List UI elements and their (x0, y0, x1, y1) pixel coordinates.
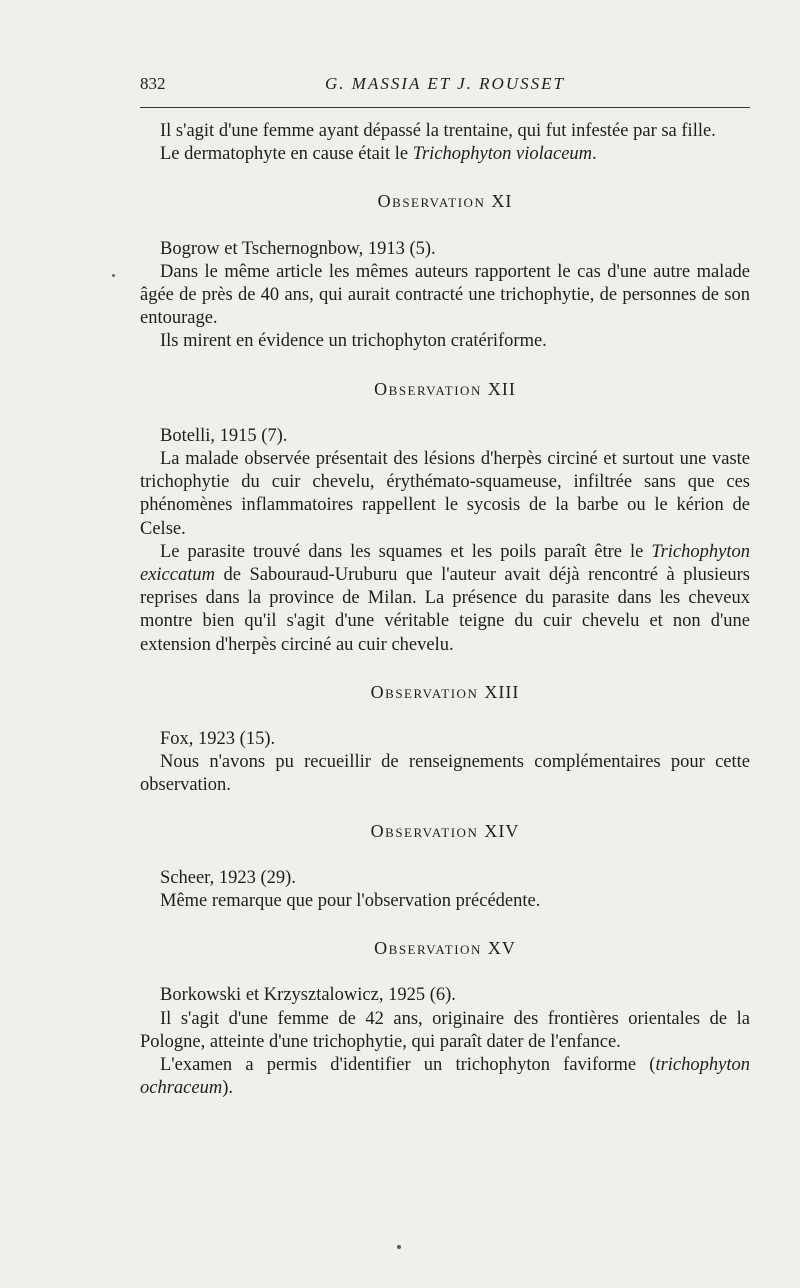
page-number: 832 (140, 74, 166, 93)
header-rule (140, 107, 750, 108)
species-name: trichophyton ochraceum (140, 1055, 750, 1099)
heading-label: Observation (370, 681, 479, 702)
citation: Fox, 1923 (15). (160, 729, 276, 750)
paragraph (140, 143, 750, 166)
text-run: Le parasite trouvé dans les squames et les poils paraît être le (160, 541, 652, 562)
paragraph (140, 541, 750, 657)
text-run: de Sabouraud-Uruburu que l'auteur avait déjà rencontré à plusieurs reprises dans la province de Milan. La présence du parasite dans les cheveux montre bien qu'il s'agit d'une véritable teigne du cuir chevelu et non d'une extension d'herpès circiné au cuir chevelu. (140, 565, 750, 655)
section-heading-xv (140, 937, 750, 960)
section-heading-xiii (140, 681, 750, 704)
species-name: Trichophyton violaceum (412, 144, 593, 165)
heading-label: Observation (370, 820, 479, 841)
section-heading-xii (140, 378, 750, 401)
section-heading-xiv (140, 820, 750, 843)
page-header (140, 74, 750, 98)
heading-number: XV (487, 938, 516, 959)
heading-number: XIII (484, 681, 520, 702)
text-run: Le dermatophyte en cause était le (160, 144, 413, 165)
citation: Scheer, 1923 (29). (160, 867, 296, 888)
paragraph (140, 1054, 750, 1100)
paragraph: Même remarque que pour l'observation précédente. (160, 891, 541, 912)
heading-number: XI (491, 191, 513, 212)
citation: Botelli, 1915 (7). (160, 425, 288, 446)
page-body (140, 120, 750, 1101)
species-name: Trichophyton exiccatum (140, 541, 750, 586)
citation: Borkowski et Krzysztalowicz, 1925 (6). (160, 985, 456, 1006)
text-run: L'examen a permis d'identifier un trichophyton faviforme ( (160, 1055, 656, 1076)
paragraph: Dans le même article les mêmes auteurs rapportent le cas d'une autre malade âgée de près de 40 ans, qui aurait contracté une trichophytie, de personnes de son entourage. (140, 261, 750, 329)
paragraph: La malade observée présentait des lésions d'herpès circiné et surtout une vaste trichophytie du cuir chevelu, érythémato-squameuse, infiltrée sans que ces phénomènes inflammatoires rappellent le sycosis de la barbe ou le kérion de Celse. (140, 449, 750, 539)
paragraph: Il s'agit d'une femme de 42 ans, originaire des frontières orientales de la Pologne, atteinte d'une trichophytie, qui paraît dater de l'enfance. (140, 1008, 750, 1052)
paragraph: Ils mirent en évidence un trichophyton cratériforme. (160, 331, 547, 352)
section-heading-xi (140, 190, 750, 213)
heading-label: Observation (377, 191, 486, 212)
citation: Bogrow et Tschernognbow, 1913 (5). (160, 238, 436, 259)
text-run: ). (222, 1078, 233, 1099)
running-head: G. MASSIA ET J. ROUSSET (325, 74, 565, 93)
heading-label: Observation (374, 378, 482, 399)
heading-number: XIV (484, 820, 520, 841)
page-speck (397, 1245, 401, 1249)
paragraph: Nous n'avons pu recueillir de renseignements complémentaires pour cette observation. (140, 752, 750, 796)
margin-mark (112, 274, 115, 277)
paragraph: Il s'agit d'une femme ayant dépassé la trentaine, qui fut infestée par sa fille. (160, 121, 716, 141)
text-run: . (592, 144, 597, 165)
heading-number: XII (487, 378, 516, 399)
heading-label: Observation (374, 938, 482, 959)
